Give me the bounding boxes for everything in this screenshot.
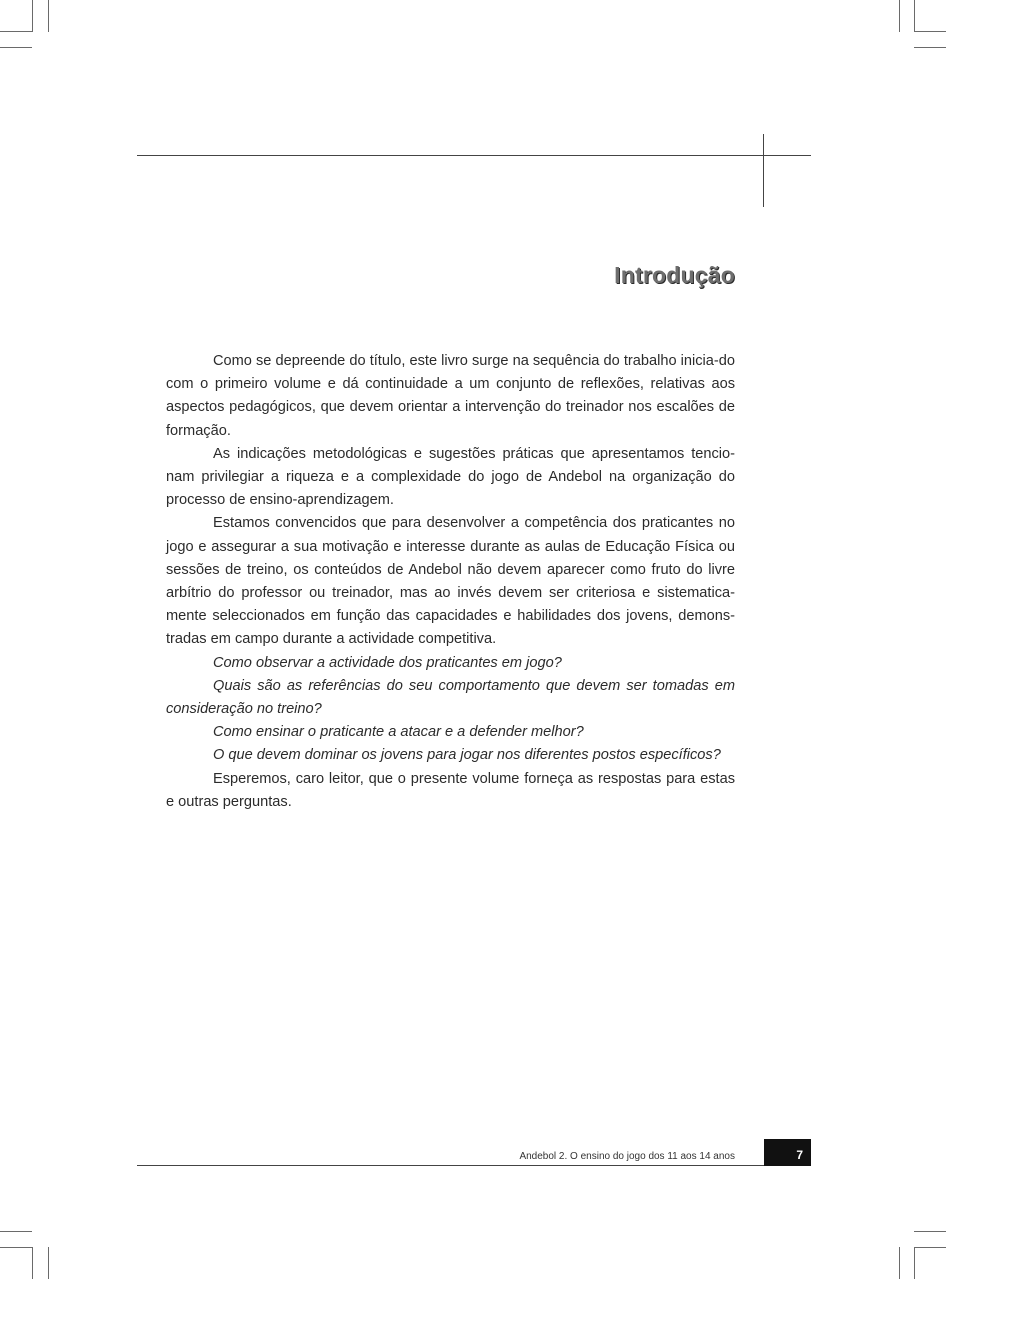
crop-mark — [899, 0, 900, 32]
crop-mark — [0, 1247, 32, 1248]
question-paragraph: Como ensinar o praticante a atacar e a defender melhor? — [213, 724, 584, 741]
paragraph: Estamos convencidos que para desenvolver a competência dos praticantes no jogo e assegurar a sua motivação e interesse durante as aulas de Educação Física ou sessões de treino, os conteúdos de Andebol não devem aparecer como fruto do livre arbítrio do professor ou treinador, mas ao invés devem ser criteriosa e sistematica-mente seleccionados em função das capacidades e habilidades dos jovens, demons-tradas em campo durante a actividade competitiva. — [166, 515, 735, 648]
paragraph: Esperemos, caro leitor, que o presente volume forneça as respostas para estas e outras perguntas. — [166, 770, 735, 810]
crop-mark — [914, 1247, 915, 1279]
crop-mark — [48, 1247, 49, 1279]
crop-mark — [899, 1247, 900, 1279]
body-text — [166, 350, 735, 814]
paragraph: Como se depreende do título, este livro surge na sequência do trabalho inicia-do com o primeiro volume e dá continuidade a um conjunto de reflexões, relativas aos aspectos pedagógicos, que devem orientar a intervenção do treinador nos escalões de formação. — [166, 353, 735, 439]
page-number: 7 — [796, 1148, 803, 1162]
running-footer: Andebol 2. O ensino do jogo dos 11 aos 14 anos — [519, 1151, 735, 1162]
crop-mark — [914, 1231, 946, 1232]
crop-mark — [0, 31, 32, 32]
crop-mark — [914, 0, 915, 32]
page-number-box — [764, 1139, 811, 1166]
question-paragraph: O que devem dominar os jovens para jogar nos diferentes postos específicos? — [213, 747, 721, 764]
page-title: Introdução — [614, 262, 735, 288]
question-paragraph: Quais são as referências do seu comportamento que devem ser tomadas em consideração no treino? — [166, 677, 735, 718]
crop-mark — [48, 0, 49, 32]
crop-mark — [914, 1247, 946, 1248]
crop-mark — [0, 1231, 32, 1232]
crop-mark — [32, 1247, 33, 1279]
header-rule — [137, 155, 811, 156]
footer-rule — [137, 1165, 811, 1166]
crop-mark — [914, 47, 946, 48]
crop-mark — [914, 31, 946, 32]
header-marker — [763, 134, 764, 207]
crop-mark — [32, 0, 33, 32]
paragraph: As indicações metodológicas e sugestões práticas que apresentamos tencio-nam privilegiar a riqueza e a complexidade do jogo de Andebol na organização do processo de ensino-aprendizagem. — [166, 445, 735, 509]
crop-mark — [0, 47, 32, 48]
question-paragraph: Como observar a actividade dos praticantes em jogo? — [213, 654, 562, 671]
